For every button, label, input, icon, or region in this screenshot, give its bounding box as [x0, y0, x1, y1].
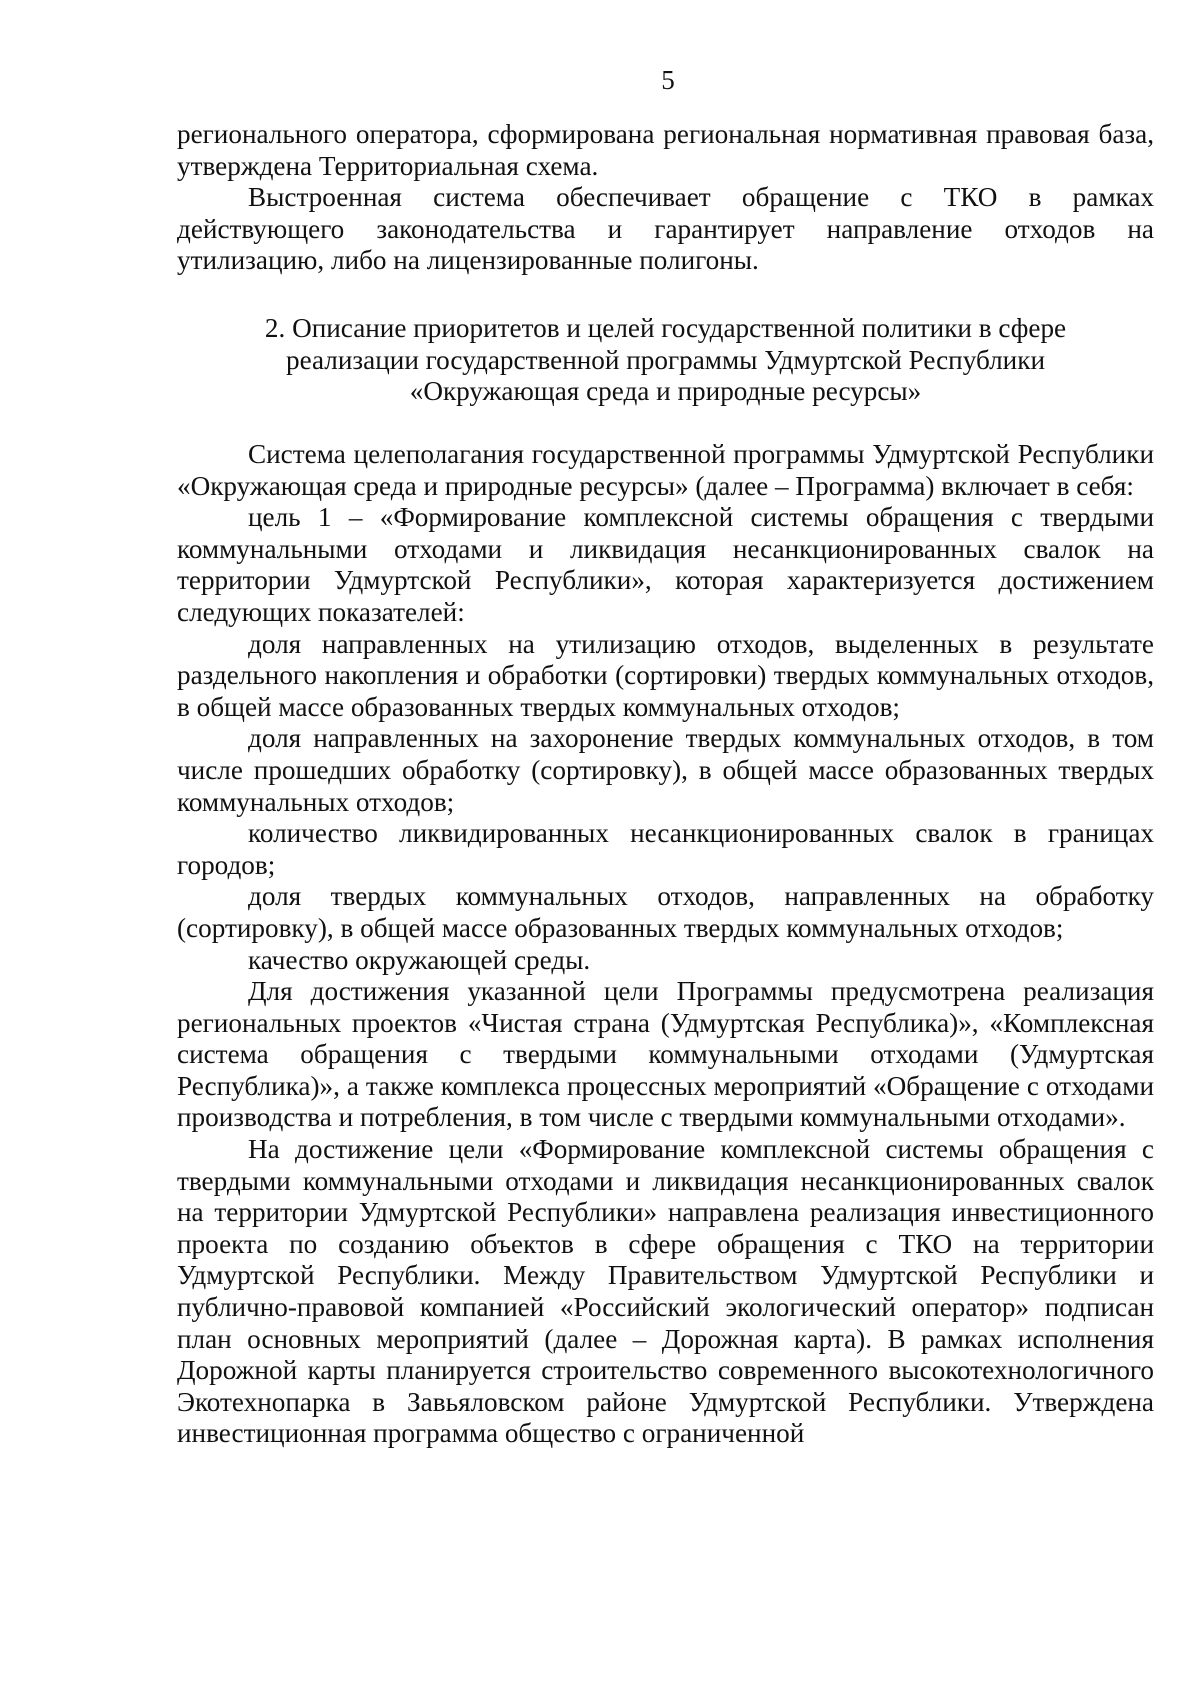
paragraph: цель 1 – «Формирование комплексной системы обращения с твердыми коммунальными отходами и ликвидация несанкционированных свалок на территории Удмуртской Республики», которая характеризуется достижением следующих показателей: — [177, 502, 1154, 627]
paragraph: Для достижения указанной цели Программы предусмотрена реализация региональных проектов «Чистая страна (Удмуртская Республика)», «Комплексная система обращения с твердыми коммунальными отходами (Удмуртская Республика)», а также комплекса процессных мероприятий «Обращение с отходами производства и потребления, в том числе с твердыми коммунальными отходами». — [177, 976, 1154, 1133]
section-heading-line: реализации государственной программы Удмуртской Республики — [286, 344, 1045, 375]
section-heading-line: «Окружающая среда и природные ресурсы» — [409, 376, 922, 407]
section-heading — [177, 313, 1154, 408]
intro-text — [177, 119, 1154, 277]
page-number: 5 — [661, 65, 675, 95]
list-item: доля направленных на захоронение твердых коммунальных отходов, в том числе прошедших обработку (сортировку), в общей массе образованных твердых коммунальных отходов; — [177, 723, 1154, 817]
paragraph: Выстроенная система обеспечивает обращение с ТКО в рамках действующего законодательства и гарантирует направление отходов на утилизацию, либо на лицензированные полигоны. — [177, 182, 1154, 276]
list-item: доля твердых коммунальных отходов, направленных на обработку (сортировку), в общей массе образованных твердых коммунальных отходов; — [177, 881, 1154, 943]
paragraph: Система целеполагания государственной программы Удмуртской Республики «Окружающая среда и природные ресурсы» (далее – Программа) включает в себя: — [177, 439, 1154, 501]
paragraph: регионального оператора, сформирована региональная нормативная правовая база, утверждена Территориальная схема. — [177, 119, 1154, 181]
section-heading-line: 2. Описание приоритетов и целей государственной политики в сфере — [264, 313, 1067, 343]
list-item: количество ликвидированных несанкционированных свалок в границах городов; — [177, 818, 1154, 880]
paragraph: На достижение цели «Формирование комплексной системы обращения с твердыми коммунальными отходами и ликвидация несанкционированных свалок на территории Удмуртской Республики» направлена реализация инвестиционного проекта по созданию объектов в сфере обращения с ТКО на территории Удмуртской Республики. Между Правительством Удмуртской Республики и публично-правовой компанией «Российский экологический оператор» подписан план основных мероприятий (далее – Дорожная карта). В рамках исполнения Дорожной карты планируется строительство современного высокотехнологичного Экотехнопарка в Завьяловском районе Удмуртской Республики. Утверждена инвестиционная программа общество с ограниченной — [177, 1134, 1154, 1449]
main-text — [177, 439, 1154, 1450]
list-item: доля направленных на утилизацию отходов, выделенных в результате раздельного накопления и обработки (сортировки) твердых коммунальных отходов, в общей массе образованных твердых коммунальных отходов; — [177, 628, 1154, 722]
list-item: качество окружающей среды. — [248, 944, 591, 975]
